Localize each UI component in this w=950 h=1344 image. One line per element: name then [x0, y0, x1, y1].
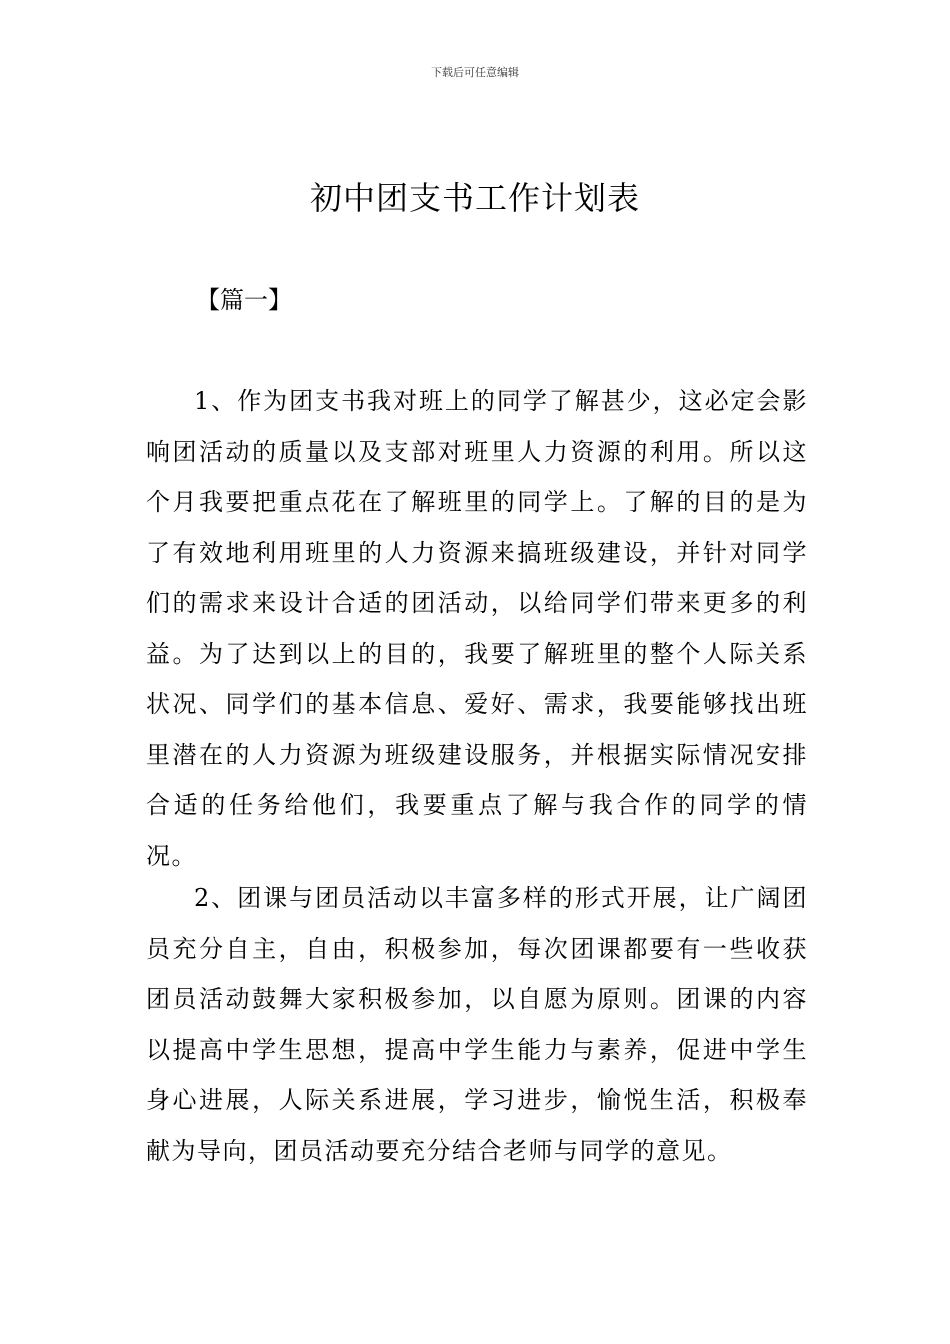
paragraph-1: 1、作为团支书我对班上的同学了解甚少，这必定会影响团活动的质量以及支部对班里人力资源的利用。所以这个月我要把重点花在了解班里的同学上。了解的目的是为了有效地利用班里的人力资源来搞班级建设，并针对同学们的需求来设计合适的团活动，以给同学们带来更多的利益。为了达到以上的目的，我要了解班里的整个人际关系状况、同学们的基本信息、爱好、需求，我要能够找出班里潜在的人力资源为班级建设服务，并根据实际情况安排合适的任务给他们，我要重点了解与我合作的同学的情况。: [146, 387, 808, 870]
header-note: 下载后可任意编辑: [431, 66, 519, 79]
page-title: 初中团支书工作计划表: [309, 179, 640, 217]
paragraph-2: 2、团课与团员活动以丰富多样的形式开展，让广阔团员充分自主，自由，积极参加，每次团课都要有一些收获团员活动鼓舞大家积极参加，以自愿为原则。团课的内容以提高中学生思想，提高中学生能力与素养，促进中学生身心进展，人际关系进展，学习进步，愉悦生活，积极奉献为导向，团员活动要充分结合老师与同学的意见。: [146, 884, 808, 1165]
section-label: 【篇一】: [196, 286, 292, 314]
